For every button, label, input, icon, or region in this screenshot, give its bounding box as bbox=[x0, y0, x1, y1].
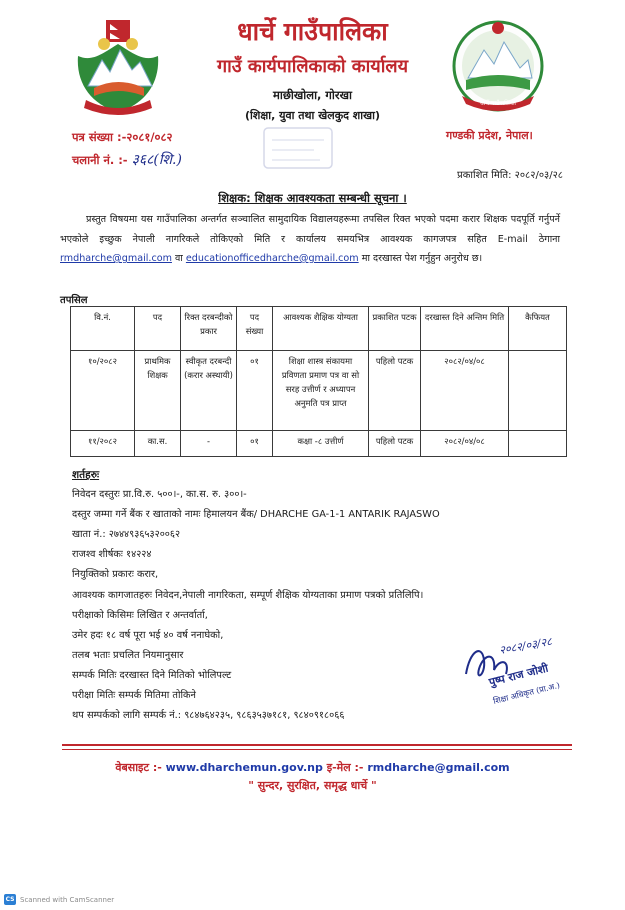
dispatch-label: चलानी नं. :- bbox=[72, 153, 128, 167]
header-remarks: कैफियत bbox=[509, 307, 567, 351]
footer-contact bbox=[0, 760, 625, 775]
table-header-row bbox=[71, 307, 567, 351]
table-cell: पहिलो पटक bbox=[369, 431, 421, 457]
scanner-watermark bbox=[4, 894, 114, 905]
term-line: तलब भताः प्रचलित नियमानुसार bbox=[72, 649, 184, 661]
term-line: थप सम्पर्कको लागि सम्पर्क नं.: ९८४७६४२३५, ९८६३५३७१८१, ९८४०९१८०६६ bbox=[72, 710, 345, 722]
faint-stamp-icon bbox=[262, 126, 334, 170]
table-cell: ११/२०८२ bbox=[71, 431, 135, 457]
website-link[interactable]: www.dharchemun.gov.np bbox=[165, 761, 323, 774]
table-cell: शिक्षा शास्त्र संकायमा प्रविणता प्रमाण पत्र वा सो सरह उत्तीर्ण र अध्यापन अनुमति पत्र प्राप्त bbox=[273, 351, 369, 431]
term-line: परीक्षाको किसिमः लिखित र अन्तर्वार्ता, bbox=[72, 609, 208, 621]
header-publication: प्रकाशित पटक bbox=[369, 307, 421, 351]
header-vacancy-type: रिक्त दरबन्दीको प्रकार bbox=[181, 307, 237, 351]
table-cell: का.स. bbox=[135, 431, 181, 457]
header-serial: वि.नं. bbox=[71, 307, 135, 351]
notice-title bbox=[0, 191, 625, 206]
table-cell bbox=[509, 431, 567, 457]
table-cell: १०/२०८२ bbox=[71, 351, 135, 431]
signature-name: पुष्प राज जोशी bbox=[487, 661, 550, 689]
footer-slogan: " सुन्दर, सुरक्षित, समृद्ध धार्चे " bbox=[248, 779, 377, 792]
office-name: गाउँ कार्यपालिकाको कार्यालय bbox=[216, 56, 409, 77]
terms-heading: शर्तहरुः bbox=[72, 469, 100, 481]
table-cell: - bbox=[181, 431, 237, 457]
paragraph-closing: मा दरखास्त पेश गर्नुहुन अनुरोध छ। bbox=[361, 253, 483, 264]
paragraph-text: प्रस्तुत विषयमा यस गाउँपालिका अन्तर्गत सञ्चालित सामुदायिक विद्यालयहरूमा तपसिल रिक्त भएको पदमा करार शिक्षक पदपूर्ति गर्नुपर्ने भएकोले इच्छुक नेपाली नागरिकले तोकिएको मिति र कार्यालय समयभित्र आवश्यक कागजपत्र सहित E-mail ठेगाना bbox=[60, 214, 560, 245]
signature-date: २०८२/०३/२८ bbox=[498, 634, 553, 657]
table-row bbox=[71, 431, 567, 457]
email-link-2[interactable]: educationofficedharche@gmail.com bbox=[185, 253, 359, 264]
footer-divider-thin bbox=[62, 749, 572, 750]
header-qualification: आवश्यक शैक्षिक योग्यता bbox=[273, 307, 369, 351]
table-cell: २०८२/०४/०८ bbox=[421, 431, 509, 457]
term-line: खाता नं.: २७४४९३६५३२००६२ bbox=[72, 529, 181, 541]
footer-divider bbox=[62, 744, 572, 746]
term-line: सम्पर्क मितिः दरखास्त दिने मितिको भोलिपल्ट bbox=[72, 669, 232, 681]
office-address: माछीखोला, गोरखा bbox=[273, 88, 352, 102]
notice-title-text: शिक्षक: शिक्षक आवश्यकता सम्बन्धी सूचना । bbox=[218, 191, 407, 205]
header-post: पद bbox=[135, 307, 181, 351]
term-line: परीक्षा मितिः सम्पर्क मितिमा तोकिने bbox=[72, 690, 196, 702]
website-label: वेबसाइट :- bbox=[115, 761, 162, 774]
scanner-note: Scanned with CamScanner bbox=[20, 895, 115, 904]
dispatch-value: ३६८(शि.) bbox=[131, 152, 182, 168]
section-name: (शिक्षा, युवा तथा खेलकुद शाखा) bbox=[244, 109, 381, 122]
term-line: उमेर हदः १८ वर्ष पूरा भई ४० वर्ष ननाघेको, bbox=[72, 629, 224, 641]
paragraph-conjunction: वा bbox=[175, 253, 183, 264]
signature-block bbox=[460, 630, 590, 710]
table-cell: ०१ bbox=[237, 351, 273, 431]
municipality-name: धार्चे गाउँपालिका bbox=[237, 17, 388, 46]
table-row bbox=[71, 351, 567, 431]
table-cell: प्राथमिक शिक्षक bbox=[135, 351, 181, 431]
signature-designation: शिक्षा अधिकृत (प्रा.अ.) bbox=[492, 680, 561, 706]
email-label: इ-मेल :- bbox=[326, 761, 364, 774]
logo-text: धार्चे गाउँपालिका bbox=[480, 100, 516, 107]
published-date: प्रकाशित मिति: २०८२/०३/२८ bbox=[457, 170, 563, 181]
email-link-1[interactable]: rmdharche@gmail.com bbox=[60, 253, 172, 264]
table-cell: स्वीकृत दरबन्दी (करार अस्थायी) bbox=[181, 351, 237, 431]
term-line: आवश्यक कागजातहरुः निवेदन,नेपाली नागरिकता, सम्पूर्ण शैक्षिक योग्यताका प्रमाण पत्रको प्रतिलिपि। bbox=[72, 589, 424, 601]
camscanner-icon: CS bbox=[5, 896, 15, 903]
term-line: दस्तुर जम्मा गर्ने बैंक र खाताको नामः हिमालयन बैंक/ DHARCHE GA-1-1 ANTARIK RAJASWO bbox=[72, 509, 440, 521]
table-cell bbox=[509, 351, 567, 431]
dispatch-number bbox=[72, 150, 182, 169]
province-text: गण्डकी प्रदेश, नेपाल। bbox=[446, 129, 533, 142]
municipality-logo-icon bbox=[450, 16, 546, 116]
vacancy-table bbox=[70, 306, 567, 457]
footer-email-link[interactable]: rmdharche@gmail.com bbox=[367, 761, 510, 774]
term-line: नियुक्तिको प्रकारः करार, bbox=[72, 569, 159, 581]
terms-section bbox=[72, 465, 440, 726]
header-post-count: पद संख्या bbox=[237, 307, 273, 351]
term-line: राजश्व शीर्षकः १४२२४ bbox=[72, 549, 152, 561]
header-deadline: दरखास्त दिने अन्तिम मिति bbox=[421, 307, 509, 351]
term-line: निवेदन दस्तुरः प्रा.वि.रु. ५००।-, का.स. रु. ३००।- bbox=[72, 489, 247, 501]
table-cell: कक्षा -८ उत्तीर्ण bbox=[273, 431, 369, 457]
table-cell: ०१ bbox=[237, 431, 273, 457]
table-cell: पहिलो पटक bbox=[369, 351, 421, 431]
reference-number: पत्र संख्या :-२०८१/०८२ bbox=[72, 130, 173, 144]
table-cell: २०८२/०४/०८ bbox=[421, 351, 509, 431]
details-label: तपसिल bbox=[60, 295, 88, 306]
notice-paragraph bbox=[60, 210, 560, 269]
